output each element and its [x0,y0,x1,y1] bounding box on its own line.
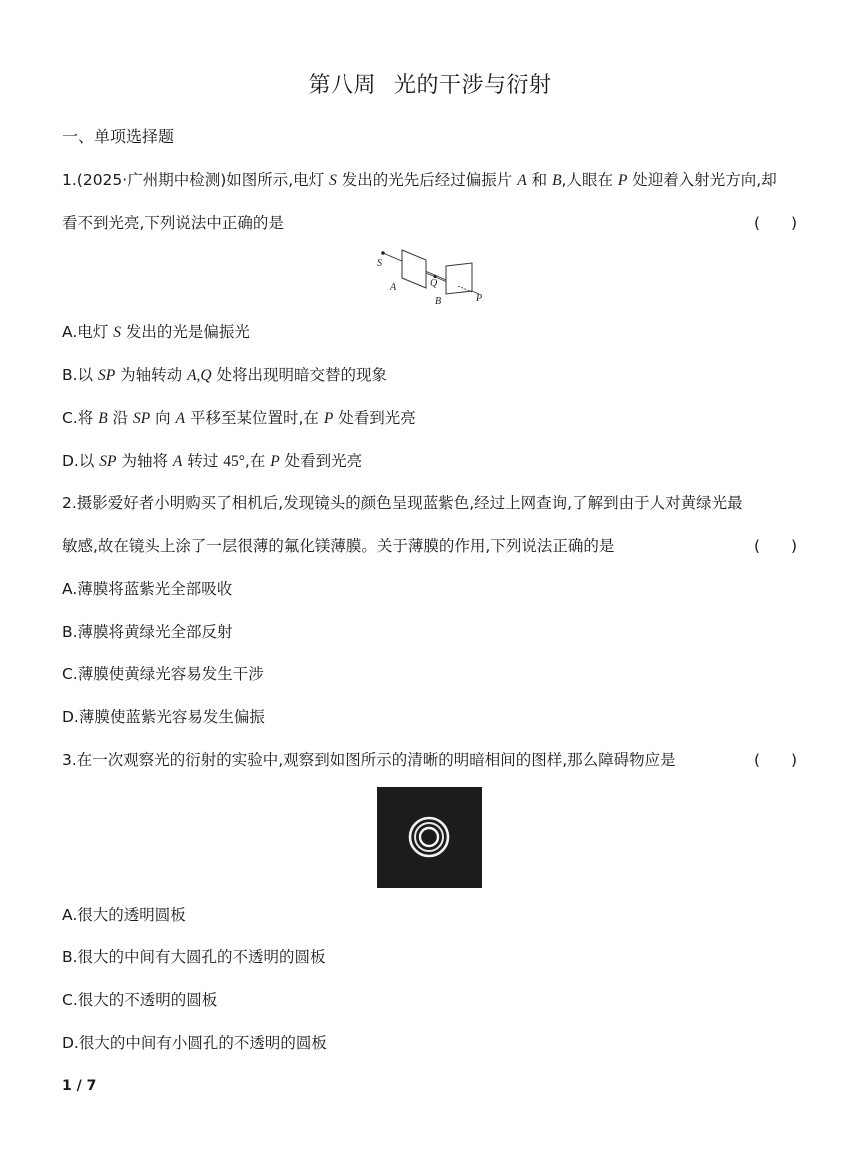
q1-option-d: D.以 SP 为轴将 A 转过 45°,在 P 处看到光亮 [62,452,363,470]
diffraction-rings [377,787,482,888]
q1-answer-blank: ( ) [754,214,798,232]
q3-stem-line1: 3.在一次观察光的衍射的实验中,观察到如图所示的清晰的明暗相间的图样,那么障碍物应是 [62,751,676,769]
q3-option-b: B.很大的中间有大圆孔的不透明的圆板 [62,948,326,966]
q2-option-a: A.薄膜将蓝紫光全部吸收 [62,580,233,598]
label-p: P [476,293,483,304]
polarizer-b [446,263,472,294]
q2-answer-blank: ( ) [754,537,798,555]
q3-answer-blank: ( ) [754,751,798,769]
q2-option-d: D.薄膜使蓝紫光容易发生偏振 [62,708,265,726]
page-title [0,68,860,99]
title-week: 第八周 [308,73,376,98]
label-q: Q [430,278,438,289]
polarizer-figure [374,246,494,306]
label-b: B [435,296,442,306]
q2-stem-line2: 敏感,故在镜头上涂了一层很薄的氟化镁薄膜。关于薄膜的作用,下列说法正确的是 [62,537,615,555]
q2-option-b: B.薄膜将黄绿光全部反射 [62,623,233,641]
q2-stem-line1: 2.摄影爱好者小明购买了相机后,发现镜头的颜色呈现蓝紫色,经过上网查询,了解到由于人对黄绿光最 [62,494,743,512]
page-number: 1 / 7 [62,1078,97,1094]
label-a: A [390,282,397,293]
section-heading: 一、单项选择题 [62,127,175,146]
q2-option-c: C.薄膜使黄绿光容易发生干涉 [62,665,264,683]
title-topic: 光的干涉与衍射 [394,73,552,98]
q1-option-a: A.电灯 S 发出的光是偏振光 [62,323,250,341]
q1-stem-line1: 1.(2025·广州期中检测)如图所示,电灯 S 发出的光先后经过偏振片 A 和 B,人眼在 P 处迎着入射光方向,却 [62,171,777,189]
lamp-s-dot [381,251,385,255]
q3-option-c: C.很大的不透明的圆板 [62,991,218,1009]
diffraction-pattern-image [377,787,482,888]
q1-option-c: C.将 B 沿 SP 向 A 平移至某位置时,在 P 处看到光亮 [62,409,416,427]
q1-option-b: B.以 SP 为轴转动 A,Q 处将出现明暗交替的现象 [62,366,388,384]
q3-option-a: A.很大的透明圆板 [62,906,186,924]
q3-option-d: D.很大的中间有小圆孔的不透明的圆板 [62,1034,327,1052]
polarizer-a [402,250,426,288]
label-s: S [377,258,382,269]
q1-stem-line2: 看不到光亮,下列说法中正确的是 [62,214,284,232]
